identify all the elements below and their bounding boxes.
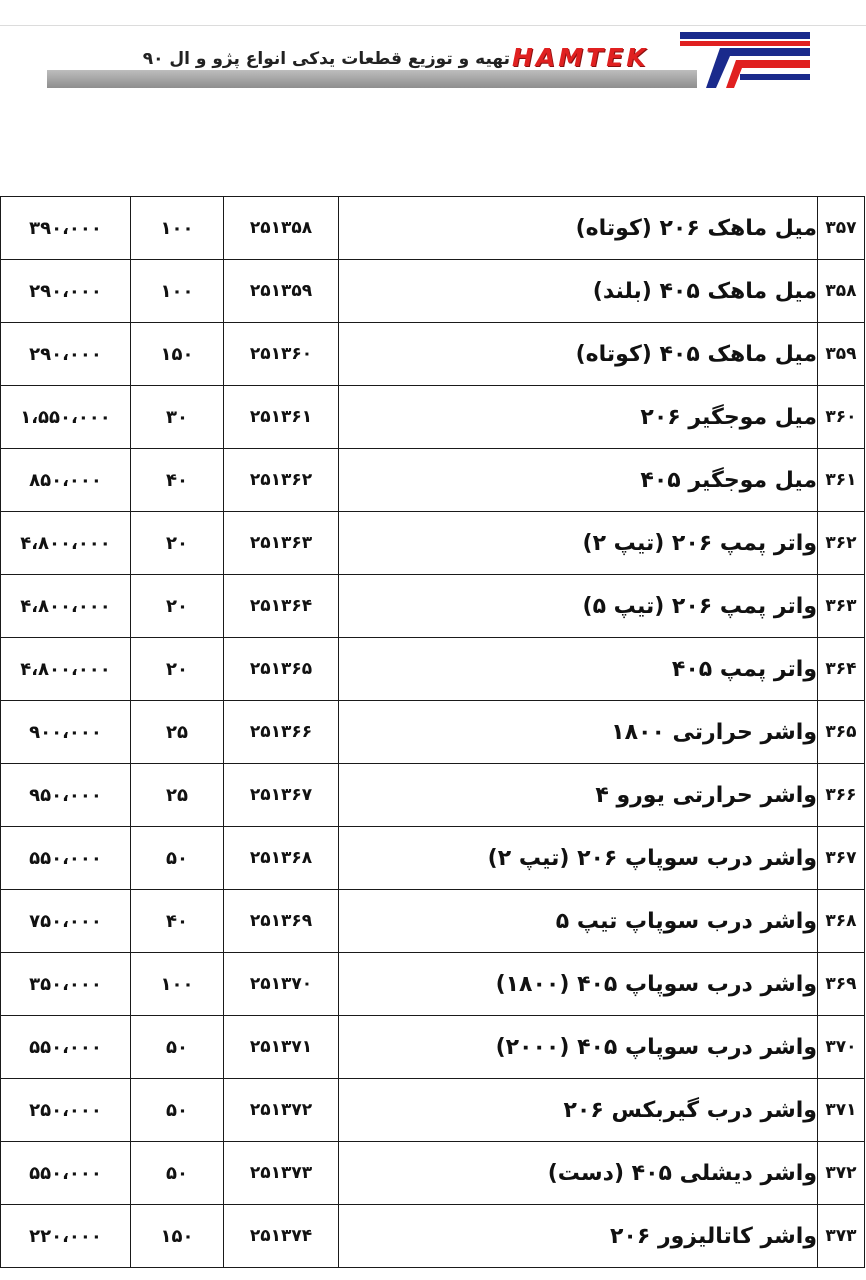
header-banner <box>0 0 866 110</box>
part-quantity: ۳۰ <box>131 386 224 449</box>
part-code: ۲۵۱۳۶۴ <box>224 575 339 638</box>
part-price: ۹۰۰،۰۰۰ <box>1 701 131 764</box>
part-code: ۲۵۱۳۷۳ <box>224 1142 339 1205</box>
brand-logo-icon <box>680 30 810 90</box>
part-price: ۳۹۰،۰۰۰ <box>1 197 131 260</box>
table-row <box>1 575 865 638</box>
part-name: واشر حرارتی یورو ۴ <box>339 764 818 827</box>
row-number: ۳۶۱ <box>818 449 865 512</box>
part-code: ۲۵۱۳۷۴ <box>224 1205 339 1268</box>
part-code: ۲۵۱۳۶۶ <box>224 701 339 764</box>
table-row <box>1 260 865 323</box>
part-name: واشر درب سوپاپ تیپ ۵ <box>339 890 818 953</box>
row-number: ۳۶۳ <box>818 575 865 638</box>
part-code: ۲۵۱۳۶۹ <box>224 890 339 953</box>
row-number: ۳۷۱ <box>818 1079 865 1142</box>
table-row <box>1 323 865 386</box>
part-code: ۲۵۱۳۷۱ <box>224 1016 339 1079</box>
row-number: ۳۶۰ <box>818 386 865 449</box>
part-name: واتر پمپ ۲۰۶ (تیپ ۲) <box>339 512 818 575</box>
part-code: ۲۵۱۳۷۲ <box>224 1079 339 1142</box>
part-quantity: ۱۰۰ <box>131 953 224 1016</box>
row-number: ۳۵۷ <box>818 197 865 260</box>
part-quantity: ۵۰ <box>131 1016 224 1079</box>
part-quantity: ۵۰ <box>131 1142 224 1205</box>
part-code: ۲۵۱۳۶۳ <box>224 512 339 575</box>
part-price: ۱،۵۵۰،۰۰۰ <box>1 386 131 449</box>
part-price: ۴،۸۰۰،۰۰۰ <box>1 575 131 638</box>
row-number: ۳۶۵ <box>818 701 865 764</box>
part-price: ۲۲۰،۰۰۰ <box>1 1205 131 1268</box>
parts-price-table <box>0 196 865 1268</box>
part-quantity: ۲۰ <box>131 512 224 575</box>
part-name: واشر دیشلی ۴۰۵ (دست) <box>339 1142 818 1205</box>
part-quantity: ۴۰ <box>131 449 224 512</box>
row-number: ۳۶۹ <box>818 953 865 1016</box>
part-quantity: ۴۰ <box>131 890 224 953</box>
row-number: ۳۵۸ <box>818 260 865 323</box>
part-code: ۲۵۱۳۷۰ <box>224 953 339 1016</box>
part-code: ۲۵۱۳۶۱ <box>224 386 339 449</box>
table-row <box>1 1142 865 1205</box>
part-code: ۲۵۱۳۶۰ <box>224 323 339 386</box>
table-row <box>1 386 865 449</box>
part-code: ۲۵۱۳۵۸ <box>224 197 339 260</box>
row-number: ۳۶۸ <box>818 890 865 953</box>
part-name: میل ماهک ۴۰۵ (کوتاه) <box>339 323 818 386</box>
table-row <box>1 197 865 260</box>
row-number: ۳۷۲ <box>818 1142 865 1205</box>
part-name: واشر حرارتی ۱۸۰۰ <box>339 701 818 764</box>
part-price: ۲۵۰،۰۰۰ <box>1 1079 131 1142</box>
part-price: ۴،۸۰۰،۰۰۰ <box>1 512 131 575</box>
row-number: ۳۶۶ <box>818 764 865 827</box>
part-code: ۲۵۱۳۶۷ <box>224 764 339 827</box>
row-number: ۳۷۰ <box>818 1016 865 1079</box>
part-quantity: ۱۵۰ <box>131 323 224 386</box>
row-number: ۳۷۳ <box>818 1205 865 1268</box>
part-price: ۵۵۰،۰۰۰ <box>1 1016 131 1079</box>
table-row <box>1 764 865 827</box>
part-name: واشر درب گیربکس ۲۰۶ <box>339 1079 818 1142</box>
part-price: ۷۵۰،۰۰۰ <box>1 890 131 953</box>
row-number: ۳۶۴ <box>818 638 865 701</box>
part-name: واشر درب سوپاپ ۲۰۶ (تیپ ۲) <box>339 827 818 890</box>
part-price: ۸۵۰،۰۰۰ <box>1 449 131 512</box>
part-code: ۲۵۱۳۵۹ <box>224 260 339 323</box>
part-name: میل ماهک ۲۰۶ (کوتاه) <box>339 197 818 260</box>
row-number: ۳۶۷ <box>818 827 865 890</box>
brand-logo-text: HAMTEK <box>512 43 649 72</box>
part-name: میل موجگیر ۴۰۵ <box>339 449 818 512</box>
company-tagline: تهیه و توزیع قطعات یدکی انواع پژو و ال ۹۰ <box>142 49 510 69</box>
part-quantity: ۲۵ <box>131 764 224 827</box>
row-number: ۳۵۹ <box>818 323 865 386</box>
part-quantity: ۱۰۰ <box>131 260 224 323</box>
table-row <box>1 512 865 575</box>
part-quantity: ۱۰۰ <box>131 197 224 260</box>
part-quantity: ۲۰ <box>131 575 224 638</box>
table-row <box>1 827 865 890</box>
part-price: ۵۵۰،۰۰۰ <box>1 1142 131 1205</box>
part-quantity: ۱۵۰ <box>131 1205 224 1268</box>
table-row <box>1 701 865 764</box>
part-price: ۳۵۰،۰۰۰ <box>1 953 131 1016</box>
part-code: ۲۵۱۳۶۵ <box>224 638 339 701</box>
part-quantity: ۲۰ <box>131 638 224 701</box>
part-name: واتر پمپ ۲۰۶ (تیپ ۵) <box>339 575 818 638</box>
part-name: واتر پمپ ۴۰۵ <box>339 638 818 701</box>
table-row <box>1 1205 865 1268</box>
part-name: میل ماهک ۴۰۵ (بلند) <box>339 260 818 323</box>
table-row <box>1 890 865 953</box>
table-row <box>1 1079 865 1142</box>
part-code: ۲۵۱۳۶۲ <box>224 449 339 512</box>
table-row <box>1 953 865 1016</box>
part-quantity: ۵۰ <box>131 827 224 890</box>
part-quantity: ۲۵ <box>131 701 224 764</box>
part-price: ۹۵۰،۰۰۰ <box>1 764 131 827</box>
part-price: ۲۹۰،۰۰۰ <box>1 323 131 386</box>
part-price: ۵۵۰،۰۰۰ <box>1 827 131 890</box>
part-price: ۲۹۰،۰۰۰ <box>1 260 131 323</box>
part-name: واشر درب سوپاپ ۴۰۵ (۲۰۰۰) <box>339 1016 818 1079</box>
part-name: واشر درب سوپاپ ۴۰۵ (۱۸۰۰) <box>339 953 818 1016</box>
part-price: ۴،۸۰۰،۰۰۰ <box>1 638 131 701</box>
part-name: میل موجگیر ۲۰۶ <box>339 386 818 449</box>
table-row <box>1 449 865 512</box>
part-name: واشر کاتالیزور ۲۰۶ <box>339 1205 818 1268</box>
part-quantity: ۵۰ <box>131 1079 224 1142</box>
table-row <box>1 1016 865 1079</box>
part-code: ۲۵۱۳۶۸ <box>224 827 339 890</box>
row-number: ۳۶۲ <box>818 512 865 575</box>
table-row <box>1 638 865 701</box>
